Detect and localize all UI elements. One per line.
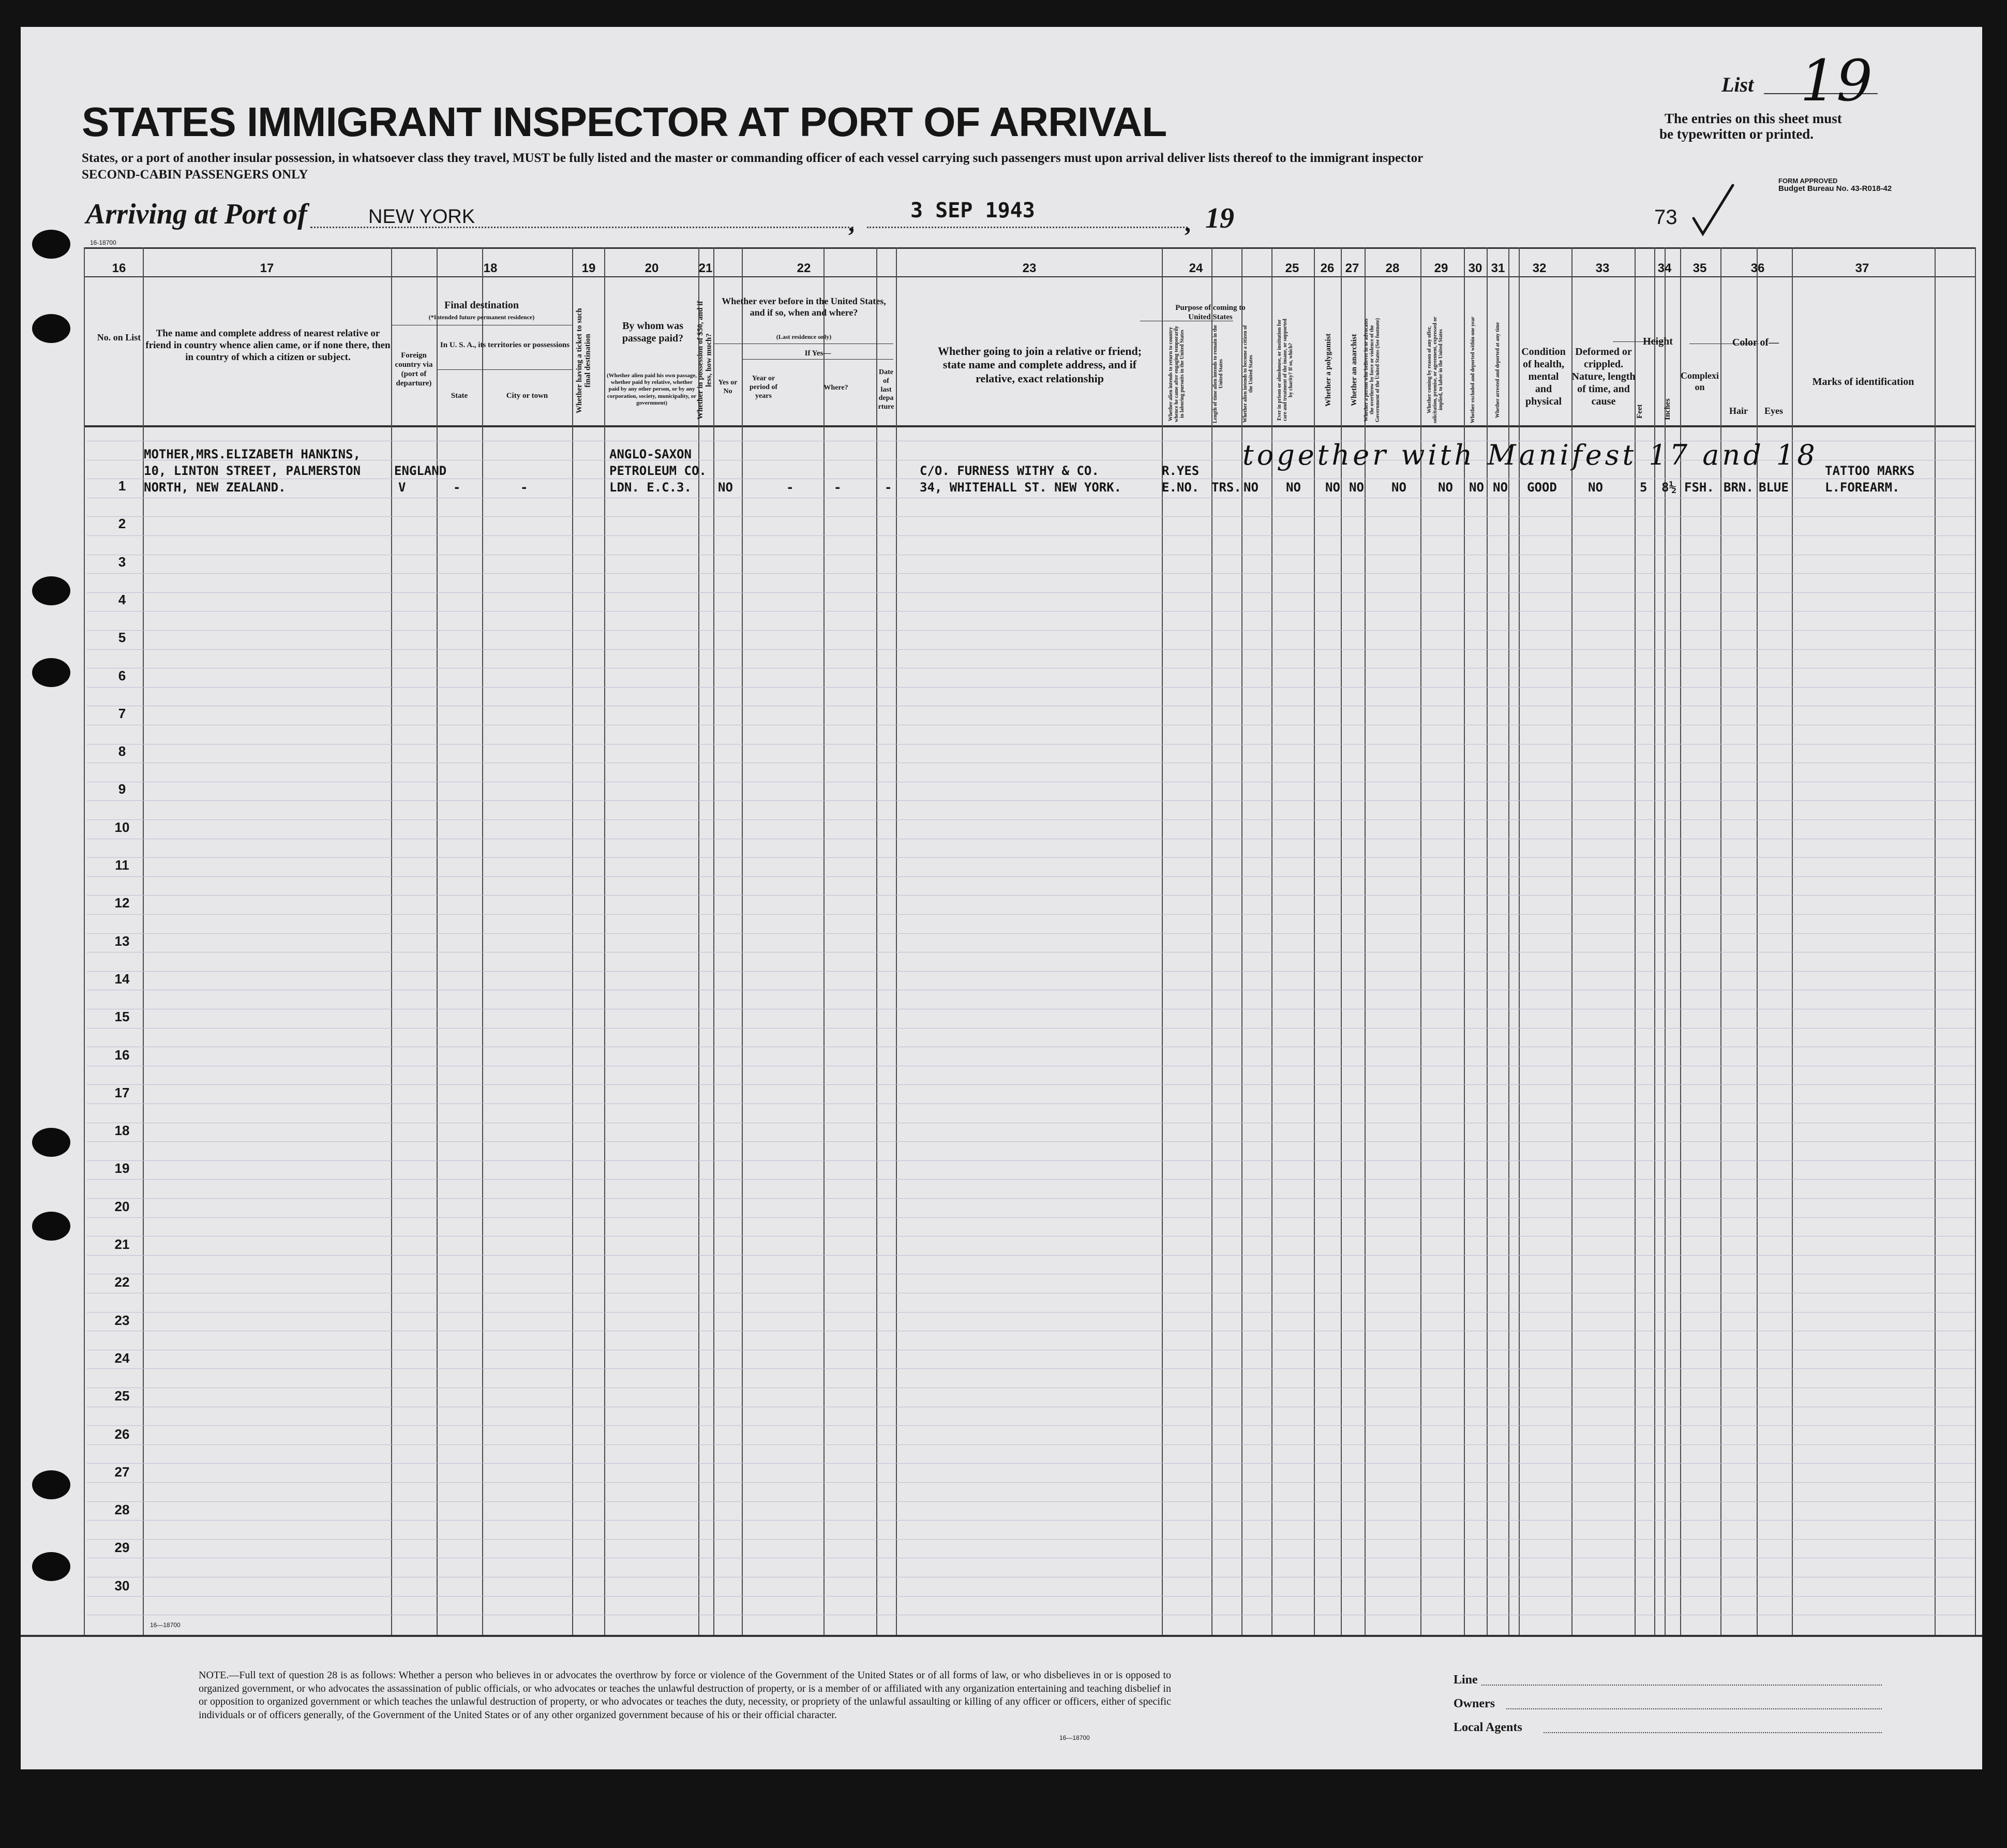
table-top-border [84, 247, 1975, 249]
column-divider [482, 247, 483, 1635]
col24b-header: Length of time alien intends to remain in the United States [1212, 325, 1224, 423]
row-number: 25 [114, 1388, 130, 1404]
relative-line-3: NORTH, NEW ZEALAND. [144, 480, 286, 495]
col20-header: By whom was passage paid? [622, 320, 684, 344]
page-subtitle: States, or a port of another insular possession, in whatsoever class they travel, MUST be fully listed and the master or commanding officer of each vessel carrying such passengers must upon arrival deliver lists thereof to the immigrant inspector [82, 151, 1424, 165]
col24-header: Purpose of coming to United States [1175, 304, 1246, 321]
col33-header: Deformed or crippled. Nature, length of time, and cause [1571, 346, 1636, 407]
agents-label: Local Agents [1454, 1721, 1522, 1734]
row-number: 11 [115, 857, 129, 873]
col16-header: No. on List [97, 332, 141, 342]
column-number: 34 [1657, 261, 1672, 275]
line-field [1481, 1685, 1882, 1686]
owners-field [1506, 1708, 1882, 1709]
money-cell: NO [718, 480, 733, 495]
ruled-line [87, 687, 1975, 688]
ruled-line [87, 1141, 1975, 1142]
before-date-cell: - [885, 480, 892, 495]
ruled-line [87, 914, 1975, 915]
col22-ifyes-header: If Yes— [804, 349, 831, 357]
col36-hair-header: Hair [1729, 406, 1748, 416]
col28-header: Whether a person who believes in or advocates the overthrow by force or violence of the Government of the United States (See footnote) [1364, 318, 1381, 422]
ruled-line [87, 1028, 1975, 1029]
ruled-line [87, 1444, 1975, 1445]
manifest-sheet [21, 27, 1982, 1769]
col35-header: Complexion [1681, 370, 1719, 392]
col18-usa-header: In U. S. A., its territories or possessions [440, 341, 570, 349]
row-number: 22 [114, 1274, 130, 1290]
health-cell: GOOD [1527, 480, 1557, 495]
date-dotted-line [867, 227, 1188, 228]
punch-hole [32, 1128, 70, 1157]
row-number: 23 [114, 1312, 130, 1328]
port-name: NEW YORK [368, 206, 475, 228]
col18-state-header: State [451, 392, 468, 400]
list-label: List [1721, 73, 1754, 96]
column-number: 25 [1285, 261, 1299, 275]
footnote: NOTE.—Full text of question 28 is as follows: Whether a person who believes in or advocates the overthrow by force or violence of the Government of the United States or of all forms of law, or who disbelieves in or is opposed to organized government, or who advocates the assassination of public officials, or who advocates or teaches the unlawful destruction of property, or is a member of or affiliated with any organization entertaining and teaching disbelief in or opposition to organized government or which teaches the unlawful destruction of property, or who advocates or teaches the duty, necessity, or propriety of the unlawful assaulting or killing of any officer or officers, either of specific individuals or of officers generally, of the Government of the United States or of any other organized government because of his or their official character. [199, 1670, 1171, 1721]
ruled-line [87, 1425, 1975, 1426]
complexion-cell: FSH. [1684, 480, 1714, 495]
ruled-line [87, 573, 1975, 574]
row-number: 18 [114, 1123, 130, 1139]
ruled-line [87, 1217, 1975, 1218]
col22-years-header: Year or period of years [749, 375, 778, 400]
ruled-line [87, 1084, 1975, 1085]
column-number: 23 [1022, 261, 1037, 275]
ruled-line [87, 1520, 1975, 1521]
before-years-cell: - [786, 480, 794, 495]
foreign-country-cell: ENGLAND [394, 464, 447, 478]
row-number: 24 [114, 1350, 130, 1366]
polygamist-cell: NO [1325, 480, 1340, 495]
col36-header: Color of— [1732, 337, 1779, 348]
col31-header: Whether arrested and deported at any time [1495, 322, 1501, 418]
agents-field [1544, 1732, 1882, 1733]
row-number: 6 [118, 667, 126, 683]
col18-subheader: (*Intended future permanent residence) [428, 314, 535, 321]
row-number: 5 [118, 630, 126, 646]
page-mark: 73 [1654, 206, 1678, 229]
column-divider [437, 247, 438, 1635]
date-stamp: 3 SEP 1943 [910, 199, 1035, 222]
row-number: 13 [114, 933, 130, 949]
row-number: 10 [114, 819, 130, 835]
ruled-line [87, 611, 1975, 612]
number-row-border [84, 276, 1975, 277]
column-divider [698, 247, 699, 1635]
purpose-line-2: E.NO. [1162, 480, 1200, 495]
row-number: 27 [114, 1464, 130, 1480]
col23-header: Whether going to join a relative or friend; state name and complete address, and if relative, exact relationship [937, 345, 1142, 385]
col21-header: Whether in possession of $50, and if less, how much? [696, 301, 713, 420]
ruled-line [87, 1539, 1975, 1540]
marks-line-1: TATTOO MARKS [1825, 464, 1915, 478]
column-number: 24 [1189, 261, 1203, 275]
q29-cell: NO [1438, 480, 1453, 495]
column-number: 32 [1532, 261, 1547, 275]
line-label: Line [1454, 1673, 1478, 1687]
col24c-header: Whether alien intends to become a citizen of the United States [1242, 325, 1254, 423]
relative-line-1: MOTHER,MRS.ELIZABETH HANKINS, [144, 447, 361, 461]
ruled-line [87, 1160, 1975, 1161]
city-cell: - [520, 480, 528, 495]
passage-line-2: PETROLEUM CO. [609, 464, 707, 478]
ruled-line [87, 876, 1975, 877]
ruled-line [87, 649, 1975, 650]
row-number: 29 [114, 1540, 130, 1556]
owners-label: Owners [1454, 1697, 1495, 1710]
column-divider [1935, 247, 1936, 1635]
ruled-line [87, 1482, 1975, 1483]
year-prefix: 19 [1205, 202, 1234, 234]
ruled-line [87, 1198, 1975, 1199]
col34-inches-header: Inches [1664, 398, 1672, 420]
arriving-label: Arriving at Port of [86, 198, 307, 230]
column-divider [84, 247, 85, 1635]
row-number: 12 [114, 895, 130, 911]
ruled-line [87, 895, 1975, 896]
column-number: 17 [260, 261, 274, 275]
column-divider [604, 247, 605, 1635]
row-number: 8 [118, 743, 126, 759]
join-line-1: C/O. FURNESS WITHY & CO. [920, 464, 1099, 478]
column-divider [876, 247, 877, 1635]
prison-cell: NO [1286, 480, 1301, 495]
row-number: 30 [114, 1577, 130, 1593]
eyes-cell: BLUE [1759, 480, 1789, 495]
row-number: 1 [118, 478, 126, 494]
col22-header: Whether ever before in the United States, and if so, when and where? [722, 296, 886, 318]
budget-bureau: Budget Bureau No. 43-R018-42 [1778, 184, 1892, 193]
row-number: 4 [118, 591, 126, 607]
punch-hole [32, 658, 70, 687]
punch-hole [32, 230, 70, 259]
col36-eyes-header: Eyes [1764, 406, 1783, 416]
col18-header: Final destination [444, 300, 519, 311]
foreign-mark: V [398, 480, 406, 495]
column-divider [823, 247, 825, 1635]
column-number: 20 [645, 261, 659, 275]
column-number: 37 [1855, 261, 1869, 275]
ruled-line [87, 1463, 1975, 1464]
col18-city-header: City or town [506, 392, 548, 400]
header-bottom-border [84, 425, 1975, 427]
list-number: 19 [1800, 48, 1873, 114]
col26-header: Whether a polygamist [1324, 333, 1332, 407]
col17-header: The name and complete address of nearest relative or friend in country whence alien came, or if none there, then in country of which a citizen or subject. [145, 328, 391, 363]
ruled-line [87, 1596, 1975, 1597]
column-number: 18 [483, 261, 498, 275]
inches-cell: 8½ [1661, 480, 1676, 495]
ruled-line [87, 933, 1975, 934]
column-divider [1211, 247, 1212, 1635]
entries-note-2: be typewritten or printed. [1659, 126, 1814, 142]
row-number: 3 [118, 554, 126, 570]
col30-header: Whether excluded and deported within one year [1470, 317, 1476, 423]
column-divider [391, 247, 392, 1635]
ruled-line [87, 1179, 1975, 1180]
row-number: 2 [118, 516, 126, 532]
column-number: 16 [112, 261, 126, 275]
q28-cell: NO [1391, 480, 1406, 495]
punch-hole [32, 576, 70, 605]
punch-hole [32, 1470, 70, 1499]
column-divider [1975, 247, 1976, 1635]
row-number: 20 [114, 1198, 130, 1214]
col32-header: Condition of health, mental and physical [1521, 346, 1566, 407]
q31-cell: NO [1493, 480, 1508, 495]
col25-header: Ever in prison or almshouse, or institution for care and treatment of the insane, or supported by charity? If so, which? [1277, 319, 1294, 421]
marks-line-2: L.FOREARM. [1825, 480, 1900, 495]
passage-line-3: LDN. E.C.3. [609, 480, 692, 495]
ruled-line [87, 1501, 1975, 1502]
citizen-cell: NO [1244, 480, 1259, 495]
row-number: 19 [114, 1160, 130, 1176]
ruled-line [87, 971, 1975, 972]
length-cell: TRS. [1211, 480, 1241, 495]
column-number: 30 [1468, 261, 1482, 275]
anarchist-cell: NO [1349, 480, 1364, 495]
column-number: 36 [1750, 261, 1765, 275]
col34-feet-header: Feet [1636, 404, 1644, 419]
row-number: 9 [118, 781, 126, 797]
column-number: 31 [1491, 261, 1505, 275]
purpose-line-1: R.YES [1162, 464, 1200, 478]
q30-cell: NO [1469, 480, 1484, 495]
col22-yesno-header: Yes or No [718, 379, 738, 395]
row-number: 15 [114, 1009, 130, 1025]
col34-header: Height [1643, 336, 1673, 347]
page-title: STATES IMMIGRANT INSPECTOR AT PORT OF ARRIVAL [82, 99, 1167, 145]
col27-header: Whether an anarchist [1350, 334, 1358, 406]
ruled-line [87, 1368, 1975, 1369]
column-number: 29 [1434, 261, 1448, 275]
punch-hole [32, 1212, 70, 1241]
check-mark-icon [1689, 182, 1736, 239]
row-number: 14 [114, 971, 130, 987]
column-divider [1162, 247, 1163, 1635]
row-number: 26 [114, 1426, 130, 1442]
column-divider [896, 247, 897, 1635]
ruled-line [87, 1312, 1975, 1313]
comma: , [848, 210, 855, 237]
ruled-line [87, 592, 1975, 593]
footnote-form-code: 16—18700 [1059, 1734, 1090, 1741]
col22-date-header: Date of last departure [878, 368, 894, 411]
comma: , [1185, 210, 1191, 237]
row-number: 21 [114, 1236, 130, 1252]
form-code-top: 16-18700 [90, 239, 116, 246]
ruled-line [87, 857, 1975, 858]
col22-where-header: Where? [823, 384, 848, 392]
col37-header: Marks of identification [1812, 376, 1914, 388]
table-bottom-border [21, 1635, 1982, 1637]
column-number: 19 [581, 261, 596, 275]
col24a-header: Whether alien intends to return to country whence he came after engaging temporarily in laboring pursuits in the United States [1168, 325, 1185, 423]
join-line-2: 34, WHITEHALL ST. NEW YORK. [920, 480, 1122, 495]
ruled-line [87, 535, 1975, 536]
c22-ifyes-line [742, 359, 893, 360]
relative-line-2: 10, LINTON STREET, PALMERSTON [144, 464, 361, 478]
column-number: 21 [698, 261, 713, 275]
ruled-line [87, 800, 1975, 801]
c18-usa-line [437, 369, 572, 370]
column-number: 26 [1320, 261, 1335, 275]
column-number: 35 [1693, 261, 1707, 275]
column-number: 27 [1345, 261, 1359, 275]
ruled-line [87, 630, 1975, 631]
col29-header: Whether coming by reason of any offer, solicitation, promise, or agreement, expressed or implied, to labor in the United States [1427, 317, 1444, 423]
column-number: 22 [797, 261, 811, 275]
row-number: 17 [114, 1084, 130, 1100]
row-number: 28 [114, 1502, 130, 1518]
hair-cell: BRN. [1724, 480, 1754, 495]
state-cell: - [453, 480, 461, 495]
passage-line-1: ANGLO-SAXON [609, 447, 692, 461]
col22-subheader: (Last residence only) [776, 333, 832, 340]
passenger-class: SECOND-CABIN PASSENGERS ONLY [82, 168, 308, 182]
column-divider [572, 247, 573, 1635]
punch-hole [32, 314, 70, 343]
punch-hole [32, 1552, 70, 1581]
ruled-line [87, 516, 1975, 517]
form-approved: FORM APPROVED [1778, 177, 1838, 185]
column-divider [713, 247, 714, 1635]
ruled-line [87, 1255, 1975, 1256]
feet-cell: 5 [1640, 480, 1647, 495]
row-number: 16 [114, 1047, 130, 1063]
col20-subheader: (Whether alien paid his own passage, whether paid by relative, whether paid by any other person, or by any corporation, society, municipality, or government) [607, 372, 697, 406]
form-code-bottom: 16—18700 [150, 1621, 181, 1629]
column-divider [742, 247, 743, 1635]
before-where-cell: - [834, 480, 842, 495]
column-number: 33 [1595, 261, 1610, 275]
entries-note: The entries on this sheet must [1665, 111, 1842, 126]
handwritten-note: together with Manifest 17 and 18 [1242, 439, 1818, 471]
col18-foreign-header: Foreign country via (port of departure) [395, 351, 433, 388]
column-number: 28 [1385, 261, 1400, 275]
ruled-line [87, 819, 1975, 820]
deformed-cell: NO [1588, 480, 1603, 495]
row-number: 7 [118, 705, 126, 721]
col19-header: Whether having a ticket to such final destination [575, 308, 592, 413]
